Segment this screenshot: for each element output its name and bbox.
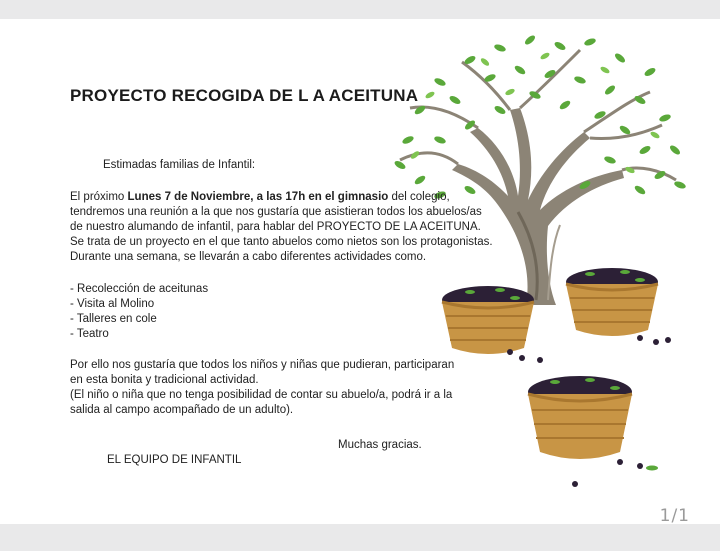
page-indicator: 1/1	[659, 506, 690, 526]
signature: EL EQUIPO DE INFANTIL	[107, 454, 242, 466]
olive-basket-icon	[566, 268, 671, 345]
paragraph-participation-line: en esta bonita y tradicional actividad.	[70, 374, 259, 386]
list-item: - Talleres en cole	[70, 313, 157, 325]
list-item: - Teatro	[70, 328, 109, 340]
meeting-date: Lunes 7 de Noviembre, a las 17h en el gimnasio	[127, 191, 389, 203]
intro-lead: El próximo	[70, 191, 128, 203]
document-title: PROYECTO RECOGIDA DE L A ACEITUNA	[70, 86, 419, 105]
list-item: - Visita al Molino	[70, 298, 155, 310]
paragraph-participation-line: salida al campo acompañado de un adulto).	[70, 404, 294, 416]
greeting: Estimadas familias de Infantil:	[103, 159, 256, 171]
paragraph-intro-line: Durante una semana, se llevarán a cabo diferentes actividades como.	[70, 251, 427, 263]
paragraph-intro-line: Se trata de un proyecto en el que tanto abuelos como nietos son los protagonistas.	[70, 236, 493, 248]
paragraph-participation-line: Por ello nos gustaría que todos los niños y niñas que pudieran, participaran	[70, 359, 455, 371]
paragraph-intro-line	[70, 190, 493, 205]
olive-basket-icon	[442, 286, 543, 363]
paragraph-intro-line: tendremos una reunión a la que nos gustaría que asistieran todos los abuelos/as	[70, 206, 482, 218]
thanks-text: Muchas gracias.	[338, 439, 422, 451]
list-item: - Recolección de aceitunas	[70, 283, 209, 295]
paragraph-intro	[70, 190, 493, 265]
paragraph-intro-line: de nuestro alumando de infantil, para hablar del PROYECTO DE LA ACEITUNA.	[70, 221, 481, 233]
activities-list	[70, 282, 208, 342]
paragraph-participation-line: (El niño o niña que no tenga posibilidad de contar su abuelo/a, podrá ir a la	[70, 389, 453, 401]
olive-basket-icon	[528, 376, 658, 487]
intro-tail: del colegio,	[388, 191, 450, 203]
paragraph-participation	[70, 358, 454, 418]
